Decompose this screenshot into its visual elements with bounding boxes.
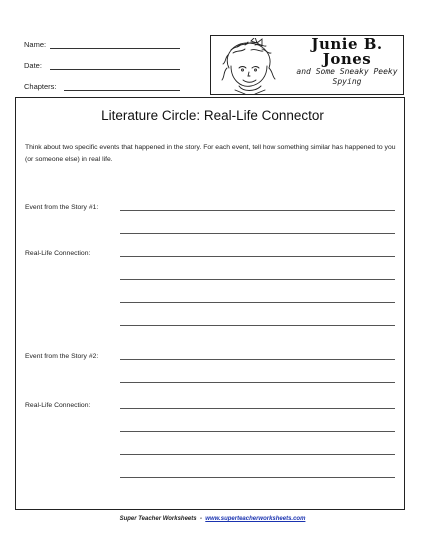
connection-2-line-3[interactable] [120,454,395,455]
connection-1-line-3[interactable] [120,302,395,303]
name-line[interactable] [50,48,180,49]
event-1-line-2[interactable] [120,233,395,234]
event-1-line-1[interactable] [120,210,395,211]
instructions: Think about two specific events that happened in the story. For each event, tell how something similar has happened to you (or someone else) in real life. [25,144,396,163]
connection-1-label: Real-Life Connection: [25,250,91,257]
girl-illustration [215,38,287,94]
book-subtitle: and Some Sneaky Peeky Spying [296,67,398,86]
event-1-label: Event from the Story #1: [25,204,99,211]
connection-2-line-4[interactable] [120,477,395,478]
footer-brand: Super Teacher Worksheets [119,516,197,522]
worksheet-title: Literature Circle: Real-Life Connector [101,108,324,123]
connection-2-line-2[interactable] [120,431,395,432]
connection-2-label: Real-Life Connection: [25,402,91,409]
event-2-label: Event from the Story #2: [25,353,99,360]
chapters-line[interactable] [64,90,180,91]
date-line[interactable] [50,69,180,70]
date-label: Date: [24,61,42,70]
book-title-box [210,35,404,95]
event-2-line-1[interactable] [120,359,395,360]
book-title: Junie B. Jones [311,35,383,68]
connection-2-line-1[interactable] [120,408,395,409]
footer-link[interactable]: www.superteacherworksheets.com [205,516,306,522]
connection-1-line-1[interactable] [120,256,395,257]
connection-1-line-2[interactable] [120,279,395,280]
footer-separator: - [199,516,202,522]
event-2-line-2[interactable] [120,382,395,383]
footer [0,516,425,522]
chapters-label: Chapters: [24,82,57,91]
connection-1-line-4[interactable] [120,325,395,326]
name-label: Name: [24,40,47,49]
